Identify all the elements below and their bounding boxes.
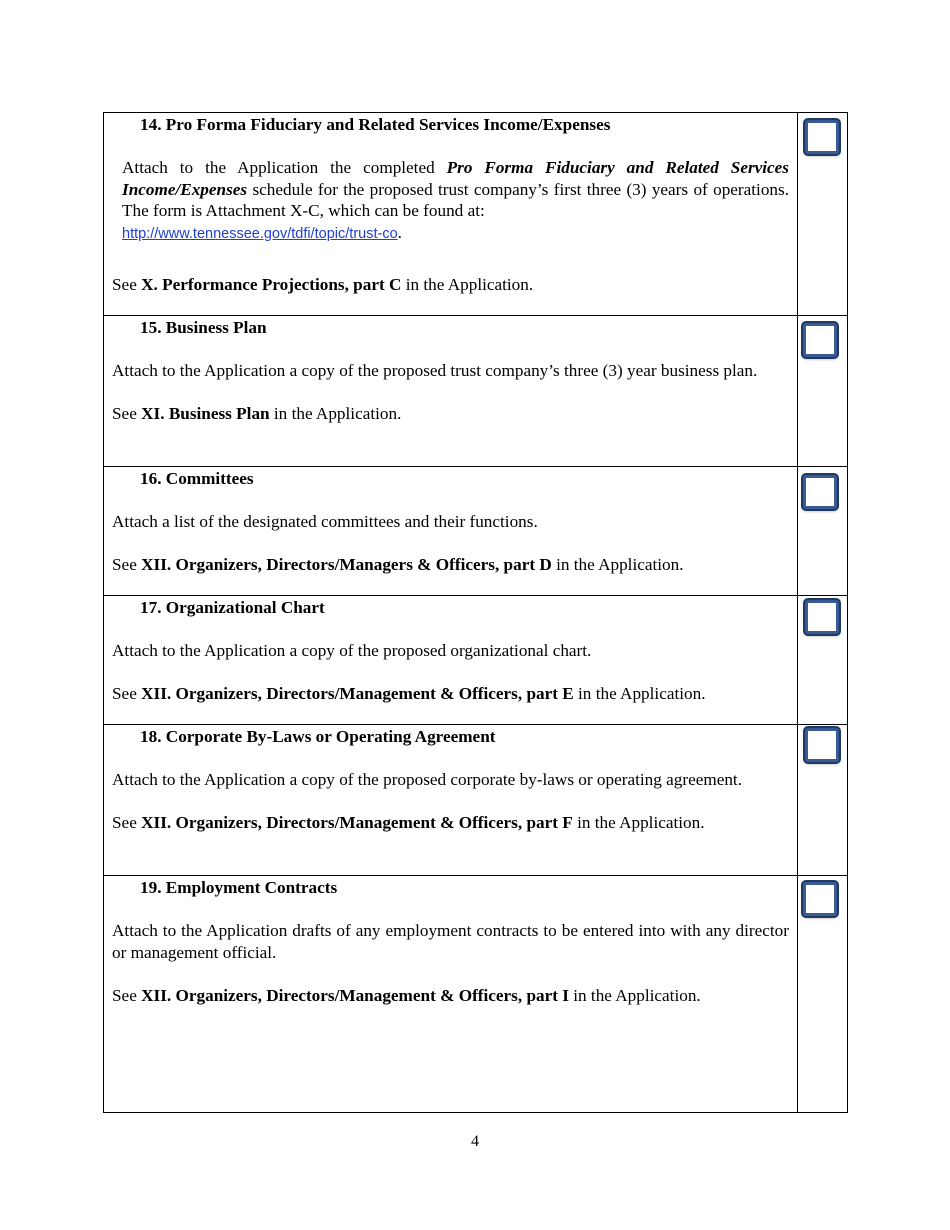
item-heading: 16. Committees: [140, 469, 254, 488]
item-see-reference: See XII. Organizers, Directors/Management & Officers, part E in the Application.: [112, 684, 706, 703]
table-row: [104, 596, 848, 725]
link-line: http://www.tennessee.gov/tdfi/topic/trust-co.: [122, 222, 402, 242]
item-body: Attach a list of the designated committees and their functions.: [112, 512, 538, 531]
table-row: [104, 467, 848, 596]
item-15: [104, 316, 797, 466]
table-row: [104, 316, 848, 467]
checkbox-item-15[interactable]: [803, 323, 837, 357]
item-see-reference: See X. Performance Projections, part C in the Application.: [112, 275, 534, 294]
item-16: [104, 467, 797, 595]
item-body: Attach to the Application a copy of the proposed trust company’s three (3) year business plan.: [112, 361, 758, 380]
item-body: Attach to the Application a copy of the proposed organizational chart.: [112, 641, 592, 660]
item-17: [104, 596, 797, 724]
checkbox-item-16[interactable]: [803, 475, 837, 509]
item-heading: 18. Corporate By-Laws or Operating Agreement: [140, 727, 496, 746]
checkbox-item-19[interactable]: [803, 882, 837, 916]
checkbox-item-18[interactable]: [805, 728, 839, 762]
table-row: [104, 876, 848, 1113]
item-body: Attach to the Application the completed Pro Forma Fiduciary and Related Services Income/Expenses schedule for the proposed trust company’s first three (3) years of operations. The form is Attachment X-C, which can be found at:: [122, 158, 789, 220]
item-18: [104, 725, 797, 875]
checkbox-item-17[interactable]: [805, 600, 839, 634]
item-14: [104, 113, 797, 315]
page-number: 4: [471, 1133, 479, 1150]
item-see-reference: See XII. Organizers, Directors/Management & Officers, part I in the Application.: [112, 985, 701, 1005]
checkbox-item-14[interactable]: [805, 120, 839, 154]
item-see-reference: See XI. Business Plan in the Application.: [112, 404, 402, 423]
item-see-reference: See XII. Organizers, Directors/Managers & Officers, part D in the Application.: [112, 555, 684, 574]
table-row: [104, 725, 848, 876]
table-row: [104, 113, 848, 316]
checklist-table: [103, 112, 848, 1113]
trust-co-link[interactable]: http://www.tennessee.gov/tdfi/topic/trust-co: [122, 225, 398, 242]
item-body: Attach to the Application a copy of the proposed corporate by-laws or operating agreement.: [112, 770, 742, 789]
item-see-reference: See XII. Organizers, Directors/Management & Officers, part F in the Application.: [112, 813, 705, 832]
item-body: Attach to the Application drafts of any employment contracts to be entered into with any director or management official.: [112, 921, 789, 962]
item-heading: 15. Business Plan: [140, 318, 267, 337]
item-heading: 14. Pro Forma Fiduciary and Related Services Income/Expenses: [140, 115, 611, 134]
item-heading: 19. Employment Contracts: [140, 878, 338, 897]
item-heading: 17. Organizational Chart: [140, 598, 325, 617]
item-19: [104, 876, 797, 1112]
